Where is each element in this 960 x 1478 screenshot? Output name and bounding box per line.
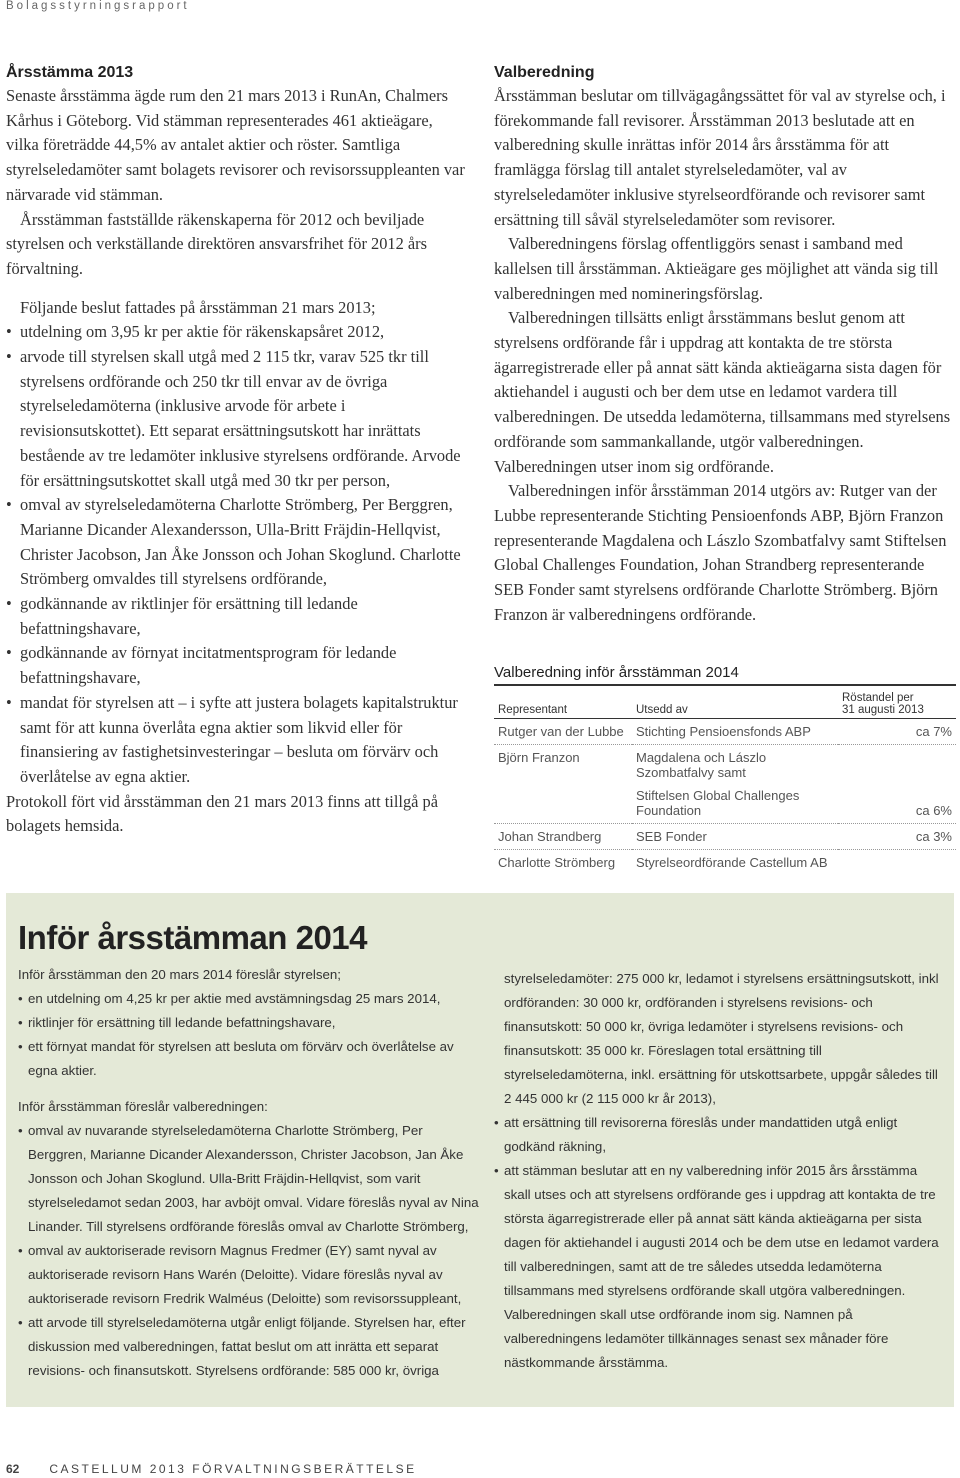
- committee-proposal-intro: Inför årsstämman föreslår valberedningen:: [18, 1099, 268, 1114]
- list-item: • omval av nuvarande styrelseledamöterna Charlotte Strömberg, Per Berggren, Marianne Dicander Alexandersson, Christer Jacobson, Jan Åke Jonsson och Johan Skoglund. Ulla-Britt Fräjdin-Hellqvist, som varit styrelseledamot sedan 2003, har avböjt omval. Vidare föreslås nyval av Nina Linander. Till styrelsens ordförande föreslås omval av Charlotte Strömberg,: [18, 1119, 480, 1239]
- accounts-paragraph: Årsstämman fastställde räkenskaperna för 2012 och beviljade styrelsen och verkställande direktören ansvarsfrihet för 2012 års förvaltning.: [6, 209, 428, 278]
- col-header-representative: Representant: [494, 690, 632, 719]
- box-left-column: [18, 963, 480, 1383]
- agm-2013-heading: Årsstämma 2013: [6, 64, 134, 81]
- list-item: • att arvode till styrelseledamöterna utgår enligt följande. Styrelsen har, efter diskussion med valberedningen, fattat beslut om att inrätta ett separat revisions- och finansutskott. Styrelsens ordförande: 585 000 kr, övriga: [18, 1311, 480, 1383]
- minutes-paragraph: Protokoll fört vid årsstämman den 21 mars 2013 finns att tillgå på bolagets hemsida.: [6, 791, 439, 836]
- page-footer: [6, 1462, 417, 1476]
- list-item: • att stämman beslutar att en ny valberedning inför 2015 års årsstämma skall utses och att styrelsens ordförande ges i uppdrag att kontakta de tre största ägarregistrerade eller på annat sätt kända aktieägarna per sista dagen för aktiehandel i augusti 2014 och be dem utse en ledamot vardera till valberedningen, samt att de tre således utsedda ledamöterna tillsammans med styrelsens ordförande skall utgöra valberedningen. Valberedningen skall utse ordförande inom sig. Namnen på valberedningens ledamöter tillkännages senast sex månader före nästkommande årsstämma.: [494, 1159, 946, 1375]
- decisions-list: [6, 320, 468, 789]
- col-header-appointed-by: Utsedd av: [632, 690, 838, 719]
- nomination-paragraph-2: Valberedningens förslag offentliggörs senast i samband med kallelsen till årsstämman. Aktieägare ges möjlighet att vända sig till valberedningen med nomineringsförslag.: [494, 234, 939, 303]
- box-right-column: [494, 967, 946, 1375]
- table-row: Rutger van der Lubbe Stichting Pensioensfonds ABP ca 7%: [494, 719, 956, 745]
- table-row: Charlotte Strömberg Styrelseordförande Castellum AB: [498, 855, 828, 870]
- page-number: 62: [6, 1462, 20, 1476]
- board-proposal-list: [18, 987, 480, 1083]
- nomination-paragraph-1: Årsstämman beslutar om tillvägagångssättet för val av styrelse och, i förekommande fall revisorer. Årsstämman 2013 beslutade att en valberedning skulle inrättas inför 2014 års årsstämma för att framlägga förslag till antalet styrelseledamöter, val av styrelseledamöter inklusive styrelseordförande och revisorer samt ersättning till såväl styrelseledamöter som revisorer.: [494, 86, 946, 229]
- agm-2014-title: Inför årsstämman 2014: [18, 919, 368, 956]
- right-column: [494, 62, 956, 627]
- table-row: Björn Franzon Magdalena och Lászlo Szombatfalvy samt Stiftelsen Global Challenges Foundation ca 6%: [494, 745, 956, 824]
- nomination-paragraph-4: Valberedningen inför årsstämman 2014 utgörs av: Rutger van der Lubbe representerande Stichting Pensioenfonds ABP, Björn Franzon representerande Magdalena och Lászlo Szombatfalvy samt Stiftelsen Global Challenges Foundation, Johan Strandberg representerande SEB Fonder samt styrelsens ordförande Charlotte Strömberg. Björn Franzon är valberedningens ordförande.: [494, 481, 947, 624]
- board-proposal-intro: Inför årsstämman den 20 mars 2014 föreslår styrelsen;: [18, 967, 341, 982]
- nomination-paragraph-3: Valberedningen tillsätts enligt årsstämmans beslut genom att styrelsens ordförande får i uppdrag att kontakta de tre största ägarregistrerade eller på annat sätt kända aktieägarna sista dagen för aktiehandel i augusti och ber dem utse en ledamot vardera till valberedningen. De utsedda ledamöterna, tillsammans med styrelsens ordförande som sammankallande, utgör valberedningen. Valberedningen utser inom sig ordförande.: [494, 308, 951, 476]
- agm-2013-paragraph: Senaste årsstämma ägde rum den 21 mars 2013 i RunAn, Chalmers Kårhus i Göteborg. Vid stämman representerades 461 aktieägare, vilka företrädde 44,5% av antalet aktier och röster. Samtliga styrelseledamöter samt bolagets revisorer och revisorssuppleanten var närvarade vid stämman.: [6, 86, 465, 204]
- committee-proposal-list-continued: [494, 1111, 946, 1375]
- list-item: • en utdelning om 4,25 kr per aktie med avstämningsdag 25 mars 2014,: [18, 987, 480, 1011]
- list-item: • mandat för styrelsen att – i syfte att justera bolagets kapitalstruktur samt för att kunna överlåta egna aktier som likvid eller för finansiering av fastighetsinvesteringar – besluta om förvärv och överlåtelse av egna aktier.: [6, 691, 468, 790]
- nomination-table: [494, 690, 956, 875]
- list-item: • utdelning om 3,95 kr per aktie för räkenskapsåret 2012,: [6, 320, 468, 345]
- list-item: • godkännande av riktlinjer för ersättning till ledande befattningshavare,: [6, 592, 468, 641]
- nomination-heading: Valberedning: [494, 64, 595, 81]
- left-column: [6, 62, 468, 839]
- list-item: • att ersättning till revisorerna föreslås under mandattiden utgå enligt godkänd räkning,: [494, 1111, 946, 1159]
- table-row: Johan Strandberg SEB Fonder ca 3%: [494, 824, 956, 850]
- col-header-vote-share: Röstandel per 31 augusti 2013: [838, 690, 956, 719]
- list-item: • omval av styrelseledamöterna Charlotte Strömberg, Per Berggren, Marianne Dicander Alexandersson, Ulla-Britt Fräjdin-Hellqvist, Christer Jacobson, Jan Åke Jonsson och Johan Skoglund. Charlotte Strömberg omvaldes till styrelsens ordförande,: [6, 493, 468, 592]
- footer-text: CASTELLUM 2013 FÖRVALTNINGSBERÄTTELSE: [49, 1462, 417, 1476]
- committee-proposal-list: [18, 1119, 480, 1383]
- list-item: • ett förnyat mandat för styrelsen att besluta om förvärv och överlåtelse av egna aktier.: [18, 1035, 480, 1083]
- nomination-table-title: Valberedning inför årsstämman 2014: [494, 664, 956, 686]
- agm-2014-box: [6, 893, 954, 1407]
- list-item: • riktlinjer för ersättning till ledande befattningshavare,: [18, 1011, 480, 1035]
- decisions-intro: Följande beslut fattades på årsstämman 21 mars 2013;: [20, 297, 376, 317]
- fee-continuation: styrelseledamöter: 275 000 kr, ledamot i styrelsens ersättningsutskott, inkl ordföranden: 30 000 kr, ordföranden i styrelsens revisions- och finansutskott: 50 000 kr, övriga ledamöter i styrelsens revisions- och finansutskott: 35 000 kr. Föreslagen total ersättning till styrelseledamöterna, inkl. ersättning för utskottsarbete, uppgår således till 2 445 000 kr (2 115 000 kr år 2013),: [504, 971, 939, 1106]
- section-header: Bolagsstyrningsrapport: [6, 0, 190, 12]
- list-item: • godkännande av förnyat incitatmentsprogram för ledande befattningshavare,: [6, 641, 468, 690]
- list-item: • arvode till styrelsen skall utgå med 2 115 tkr, varav 525 tkr till styrelsens ordförande och 250 tkr till envar av de övriga styrelseledamöterna (inklusive arvode för arbete i revisionsutskottet). Ett separat ersättningsutskott har inrättats bestående av tre ledamöter inklusive styrelsens ordförande. Arvode för ersättningsutskottet skall utgå med 30 tkr per person,: [6, 345, 468, 493]
- list-item: • omval av auktoriserade revisorn Magnus Fredmer (EY) samt nyval av auktoriserade revisorn Hans Warén (Deloitte). Vidare föreslås nyval av auktoriserade revisorn Fredrik Walméus (Deloitte) som revisorssuppleant,: [18, 1239, 480, 1311]
